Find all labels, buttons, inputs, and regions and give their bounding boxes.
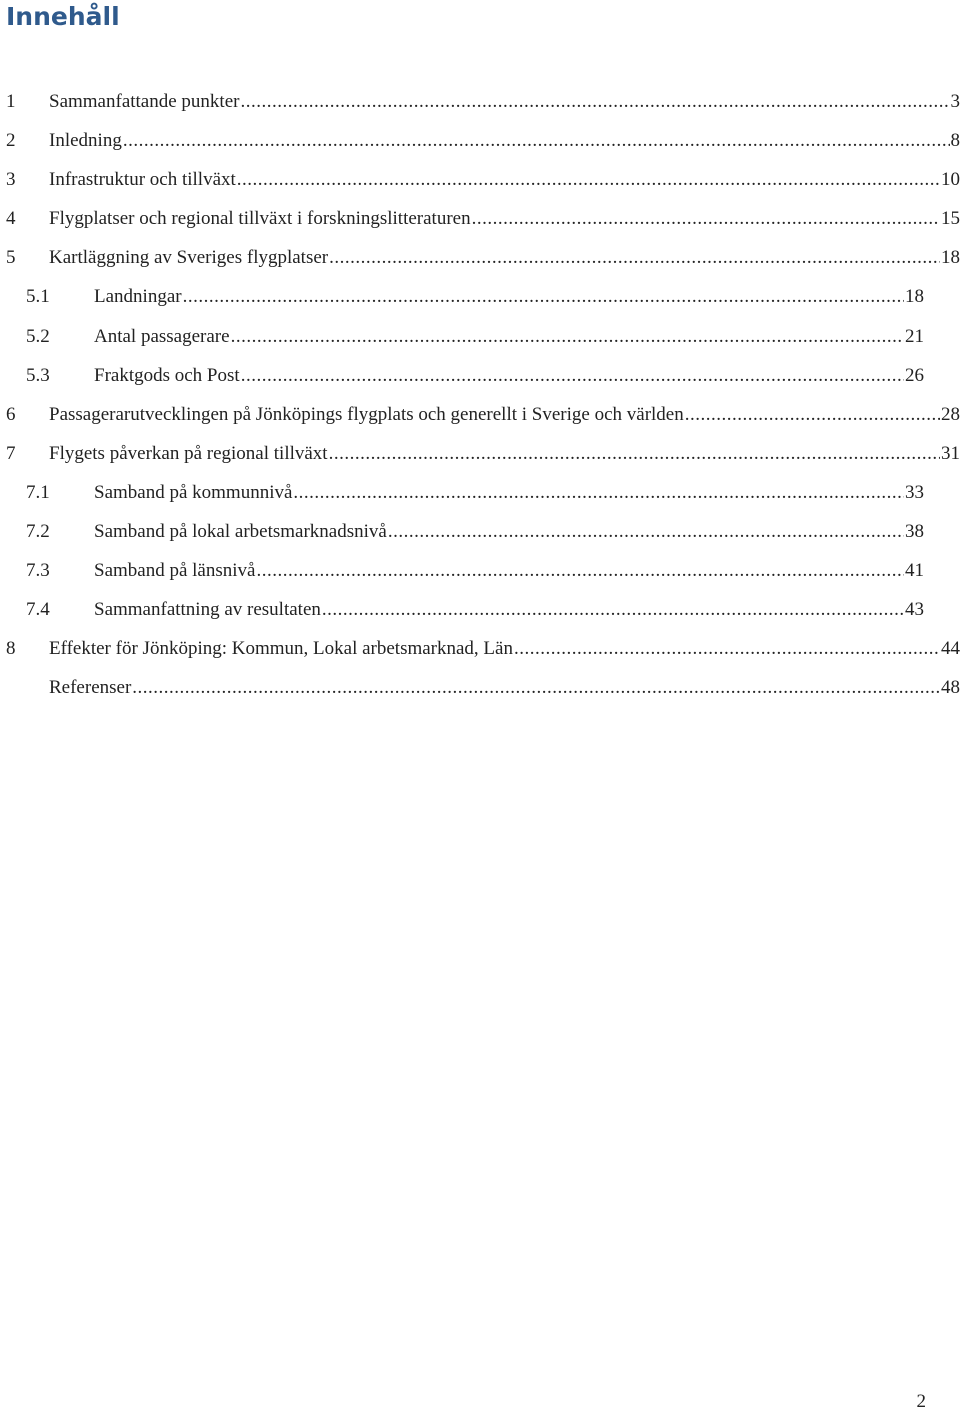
dot-leader: [472, 199, 940, 238]
dot-leader: [388, 512, 904, 551]
dot-leader: [231, 317, 904, 356]
toc-entry-number: 5.2: [26, 325, 50, 347]
toc-entry-page: 44: [941, 638, 960, 660]
table-of-contents: [0, 82, 960, 708]
toc-entry-number: 7.3: [26, 560, 50, 582]
toc-entry-title: Flygplatser och regional tillväxt i forskningslitteraturen: [49, 208, 471, 230]
dot-leader: [132, 668, 940, 707]
dot-leader: [123, 121, 950, 160]
page-title: Innehåll: [6, 2, 120, 31]
toc-entry-number: 5.3: [26, 364, 50, 386]
toc-entry-page: 31: [941, 442, 960, 464]
toc-entry-number: 8: [6, 638, 16, 660]
toc-entry-number: 6: [6, 403, 16, 425]
dot-leader: [329, 238, 940, 277]
toc-entry-page: 48: [941, 677, 960, 699]
toc-entry-title: Kartläggning av Sveriges flygplatser: [49, 247, 329, 269]
dot-leader: [322, 590, 904, 629]
toc-entry-page: 43: [905, 599, 924, 621]
toc-entry-page: 18: [941, 247, 960, 269]
toc-entry[interactable]: [0, 629, 960, 668]
toc-entry[interactable]: [0, 395, 960, 434]
dot-leader: [240, 82, 949, 121]
toc-entry-title: Effekter för Jönköping: Kommun, Lokal arbetsmarknad, Län: [49, 638, 513, 660]
toc-entry-page: 26: [905, 364, 924, 386]
toc-entry[interactable]: [0, 317, 960, 356]
toc-entry-number: 2: [6, 130, 16, 152]
toc-entry[interactable]: [0, 551, 960, 590]
toc-entry-title: Fraktgods och Post: [94, 364, 240, 386]
toc-entry-number: 5: [6, 247, 16, 269]
toc-entry-number: 7.1: [26, 481, 50, 503]
toc-entry-number: 7: [6, 442, 16, 464]
toc-entry[interactable]: [0, 434, 960, 473]
toc-entry[interactable]: [0, 473, 960, 512]
toc-entry[interactable]: [0, 82, 960, 121]
toc-entry-title: Samband på lokal arbetsmarknadsnivå: [94, 521, 387, 543]
toc-entry-title: Flygets påverkan på regional tillväxt: [49, 442, 328, 464]
toc-entry-title: Inledning: [49, 130, 122, 152]
dot-leader: [685, 395, 940, 434]
toc-entry-title: Landningar: [94, 286, 182, 308]
toc-entry[interactable]: [0, 356, 960, 395]
dot-leader: [183, 277, 904, 316]
toc-entry-title: Antal passagerare: [94, 325, 230, 347]
toc-entry-page: 8: [950, 130, 960, 152]
toc-entry-title: Sammanfattning av resultaten: [94, 599, 321, 621]
dot-leader: [256, 551, 904, 590]
toc-entry[interactable]: [0, 160, 960, 199]
toc-entry[interactable]: [0, 277, 960, 316]
toc-entry[interactable]: [0, 668, 960, 707]
toc-entry-title: Referenser: [49, 677, 132, 699]
toc-entry-page: 28: [941, 403, 960, 425]
dot-leader: [514, 629, 940, 668]
toc-entry-number: 4: [6, 208, 16, 230]
toc-entry-page: 15: [941, 208, 960, 230]
toc-entry-title: Samband på länsnivå: [94, 560, 256, 582]
toc-entry-number: 3: [6, 169, 16, 191]
dot-leader: [241, 356, 904, 395]
toc-entry-page: 18: [905, 286, 924, 308]
toc-entry-page: 33: [905, 481, 924, 503]
toc-entry[interactable]: [0, 512, 960, 551]
toc-entry-number: 5.1: [26, 286, 50, 308]
toc-entry-number: 7.4: [26, 599, 50, 621]
toc-entry-title: Passagerarutvecklingen på Jönköpings flygplats och generellt i Sverige och världen: [49, 403, 684, 425]
toc-entry-page: 38: [905, 521, 924, 543]
toc-entry-number: 1: [6, 91, 16, 112]
dot-leader: [293, 473, 904, 512]
toc-entry-title: Samband på kommunnivå: [94, 481, 293, 503]
toc-entry-number: 7.2: [26, 521, 50, 543]
toc-entry-title: Infrastruktur och tillväxt: [49, 169, 236, 191]
toc-entry-page: 3: [950, 91, 960, 112]
toc-entry[interactable]: [0, 590, 960, 629]
toc-entry[interactable]: [0, 238, 960, 277]
toc-entry[interactable]: [0, 199, 960, 238]
toc-entry-title: Sammanfattande punkter: [49, 91, 240, 112]
toc-entry-page: 41: [905, 560, 924, 582]
toc-entry-page: 10: [941, 169, 960, 191]
dot-leader: [329, 434, 940, 473]
toc-entry-page: 21: [905, 325, 924, 347]
toc-entry[interactable]: [0, 121, 960, 160]
dot-leader: [237, 160, 940, 199]
page-number: 2: [916, 1391, 926, 1412]
